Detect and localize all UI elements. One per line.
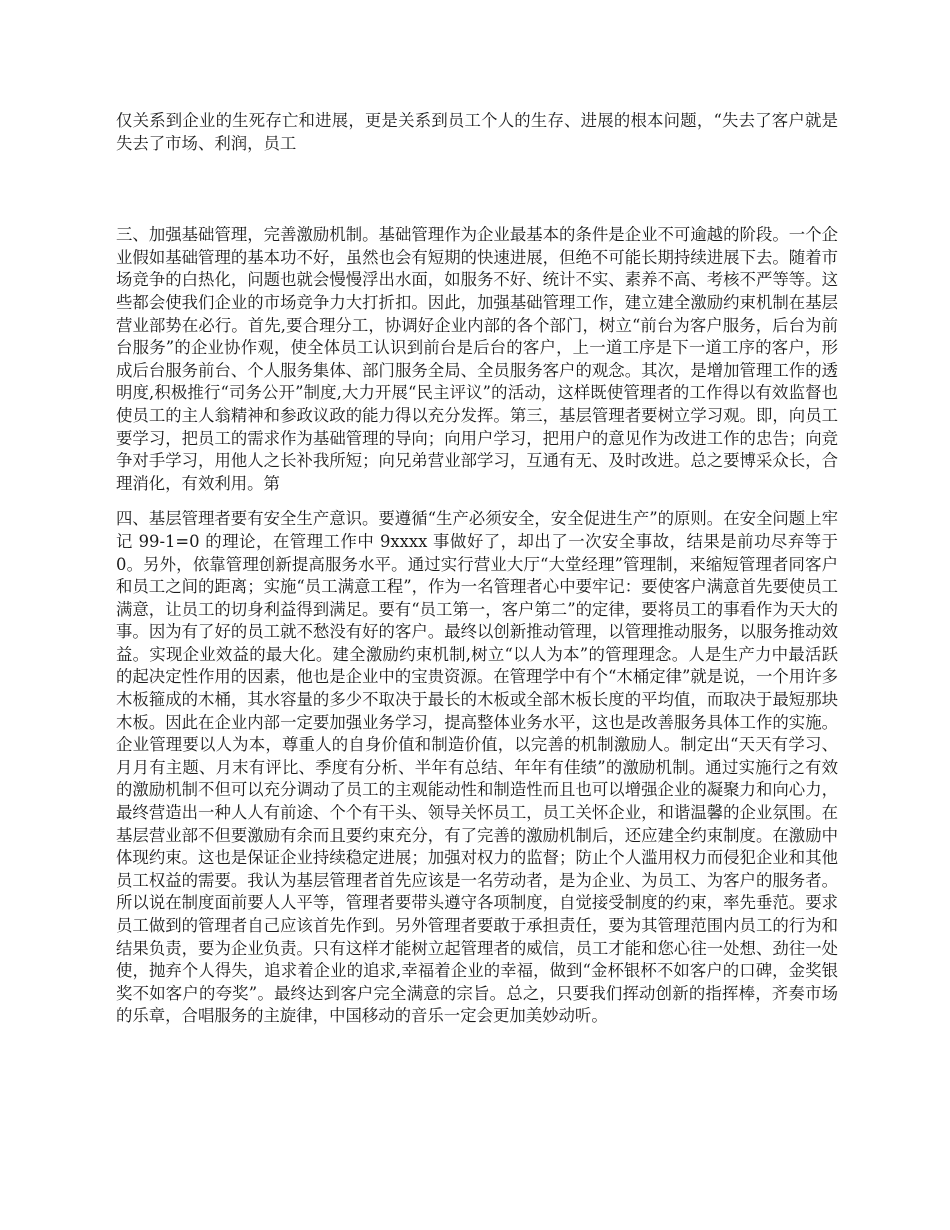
paragraph-section-four: 四、基层管理者要有安全生产意识。要遵循“生产必须安全，安全促进生产”的原则。在安全问题上牢记 99-1=0 的理论，在管理工作中 9xxxx 事做好了，却出了一次安全事故，结果是前功尽弃等于 0。另外，依靠管理创新提高服务水平。通过实行营业大厅“大堂经理”管理制，来缩短管理者同客户和员工之间的距离；实施“员工满意工程”，作为一名管理者心中要牢记：要使客户满意首先要使员工满意，让员工的切身利益得到满足。要有“员工第一，客户第二”的定律，要将员工的事看作为天大的事。因为有了好的员工就不愁没有好的客户。最终以创新推动管理，以管理推动服务，以服务推动效益。实现企业效益的最大化。建全激励约束机制,树立“以人为本”的管理理念。人是生产力中最活跃的起决定性作用的因素，他也是企业中的宝贵资源。在管理学中有个“木桶定律”就是说，一个用许多木板箍成的木桶，其水容量的多少不取决于最长的木板或全部木板长度的平均值，而取决于最短那块木板。因此在企业内部一定要加强业务学习，提高整体业务水平，这也是改善服务具体工作的实施。企业管理要以人为本，尊重人的自身价值和制造价值，以完善的机制激励人。制定出“天天有学习、月月有主题、月末有评比、季度有分析、半年有总结、年年有佳绩”的激励机制。通过实施行之有效的激励机制不但可以充分调动了员工的主观能动性和制造性而且也可以增强企业的凝聚力和向心力，最终营造出一种人人有前途、个个有干头、领导关怀员工，员工关怀企业，和谐温馨的企业氛围。在基层营业部不但要激励有余而且要约束充分，有了完善的激励机制后，还应建全约束制度。在激励中体现约束。这也是保证企业持续稳定进展；加强对权力的监督；防止个人滥用权力而侵犯企业和其他员工权益的需要。我认为基层管理者首先应该是一名劳动者，是为企业、为员工、为客户的服务者。所以说在制度面前要人人平等，管理者要带头遵守各项制度，自觉接受制度的约束，率先垂范。要求员工做到的管理者自己应该首先作到。另外管理者要敢于承担责任，要为其管理范围内员工的行为和结果负责，要为企业负责。只有这样才能树立起管理者的威信，员工才能和您心往一处想、劲往一处使，抛弃个人得失，追求着企业的追求,幸福着企业的幸福，做到“金杯银杯不如客户的口碑，金奖银奖不如客户的夸奖”。最终达到客户完全满意的宗旨。总之，只要我们挥动创新的指挥棒，齐奏市场的乐章，合唱服务的主旋律，中国移动的音乐一定会更加美妙动听。 [116,509,838,1026]
paragraph-intro: 仅关系到企业的生死存亡和进展，更是关系到员工个人的生存、进展的根本问题，“失去了客户就是失去了市场、利润，员工 [116,111,838,153]
paragraph-section-three: 三、加强基础管理，完善激励机制。基础管理作为企业最基本的条件是企业不可逾越的阶段。一个企业假如基础管理的基本功不好，虽然也会有短期的快速进展，但绝不可能长期持续进展下去。随着市场竞争的白热化，问题也就会慢慢浮出水面，如服务不好、统计不实、素养不高、考核不严等等。这些都会使我们企业的市场竞争力大打折扣。因此，加强基础管理工作，建立建全激励约束机制在基层营业部势在必行。首先,要合理分工，协调好企业内部的各个部门，树立“前台为客户服务，后台为前台服务”的企业协作观，使全体员工认识到前台是后台的客户，上一道工序是下一道工序的客户，形成后台服务前台、个人服务集体、部门服务全局、全员服务客户的观念。其次，是增加管理工作的透明度,积极推行“司务公开”制度,大力开展“民主评议”的活动，这样既使管理者的工作得以有效监督也使员工的主人翁精神和参政议政的能力得以充分发挥。第三，基层管理者要树立学习观。即，向员工要学习，把员工的需求作为基础管理的导向；向用户学习，把用户的意见作为改进工作的忠告；向竞争对手学习，用他人之长补我所短；向兄弟营业部学习，互通有无、及时改进。总之要博采众长，合理消化，有效利用。第 [116,225,838,493]
document-page [116,110,838,1028]
